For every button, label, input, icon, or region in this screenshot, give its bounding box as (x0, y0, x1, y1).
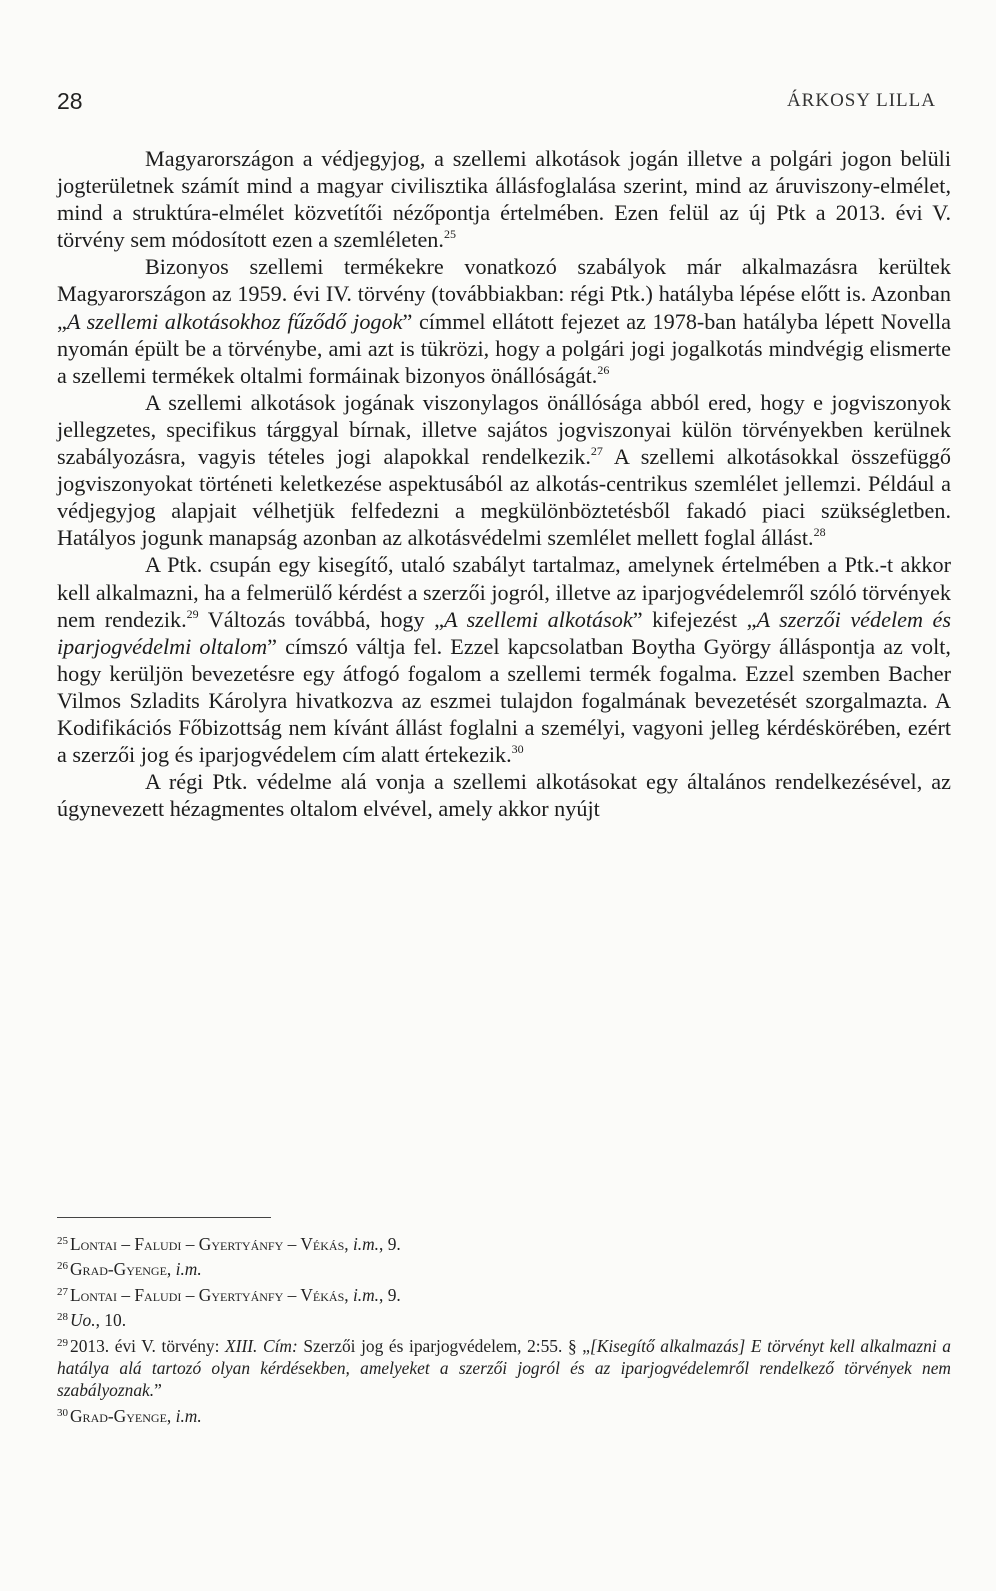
footnotes (57, 1233, 951, 1430)
paragraph-1: Magyarországon a védjegyjog, a szellemi alkotások jogán illetve a polgári jogon belüli jogterületnek számít mind a magyar civilisztika állásfoglalása szerint, mind az áruviszony-elmélet, mind a struktúra-elmélet közvetítői nézőpontja értelmében. Ezen felül az új Ptk a 2013. évi V. törvény sem módosított ezen a szemléleten.$^{25}$ (57, 146, 951, 253)
footnote-30: $^{30}$ Grad-Gyenge, i.m. (57, 1405, 202, 1426)
footnote-ref: 30 (511, 742, 524, 757)
footnote-29: $^{29}$ 2013. évi V. törvény: XIII. Cím: Szerzői jog és iparjogvédelem, 2:55. § „[Kisegítő alkalmazás] E törvényt kell alkalmazni a hatálya alá tartozó olyan kérdésekben, amelyeket a szerzői jogról és az iparjogvédelemről rendelkező törvények nem szabályoznak.” (57, 1335, 951, 1401)
page-number: 28 (57, 88, 83, 114)
footnote-ref: 25 (443, 227, 456, 242)
footnote-ref: 28 (813, 525, 826, 540)
paragraph-4: A Ptk. csupán egy kisegítő, utaló szabályt tartalmaz, amelynek értelmében a Ptk.-t akkor kell alkalmazni, ha a felmerülő kérdést a szerzői jogról, illetve az iparjogvédelemről szóló törvények nem rendezik.$^{29}$ Változás továbbá, hogy „A szellemi alkotások” kifejezést „A szerzői védelem és iparjogvédelmi oltalom” címszó váltja fel. Ezzel kapcsolatban Boytha György álláspontja az volt, hogy kerüljön bevezetésre egy átfogó fogalom a szellemi termék fogalma. Ezzel szemben Bacher Vilmos Szladits Károlyra hivatkozva az eszmei tulajdon fogalmának bevezetését szorgalmazta. A Kodifikációs Főbizottság nem kívánt állást foglalni a személyi, vagyoni jelleg kérdéskörében, ezért a szerzői jog és iparjogvédelem cím alatt értekezik.$^{30}$ (57, 552, 952, 768)
footnote-ref: 27 (590, 444, 603, 459)
italic-title: A szerzői védelem és iparjogvédelmi oltalom (57, 606, 952, 659)
italic-title: A szellemi alkotásokhoz fűződő jogok (66, 308, 403, 334)
running-head: ÁRKOSY LILLA (786, 90, 936, 111)
paragraph-2: Bizonyos szellemi termékekre vonatkozó szabályok már alkalmazásra kerültek Magyarországon az 1959. évi IV. törvény (továbbiakban: régi Ptk.) hatályba lépése előtt is. Azonban „A szellemi alkotásokhoz fűződő jogok” címmel ellátott fejezet az 1978-ban hatályba lépett Novella nyomán épült be a törvénybe, ami azt is tükrözi, hogy a polgári jogi jogalkotás mindvégig elismerte a szellemi termékek oltalmi formáinak bizonyos önállóságát.$^{26}$ (57, 254, 951, 388)
body-text (57, 145, 951, 822)
footnote-ref: 29 (186, 606, 199, 621)
footnote-separator (57, 1217, 271, 1218)
footnote-27: $^{27}$ Lontai – Faludi – Gyertyánfy – Vékás, i.m., 9. (57, 1284, 401, 1305)
footnote-28: $^{28}$ Uo., 10. (57, 1310, 127, 1331)
footnote-26: $^{26}$ Grad-Gyenge, i.m. (57, 1259, 202, 1280)
paragraph-5: A régi Ptk. védelme alá vonja a szellemi alkotásokat egy általános rendelkezésével, az úgynevezett hézagmentes oltalom elvével, amely akkor nyújt (57, 769, 951, 822)
footnote-25: $^{25}$ Lontai – Faludi – Gyertyánfy – Vékás, i.m., 9. (57, 1234, 401, 1254)
paragraph-3: A szellemi alkotások jogának viszonylagos önállósága abból ered, hogy e jogviszonyok jellegzetes, specifikus tárggyal bírnak, illetve sajátos jogviszonyai külön törvényekben kerülnek szabályozásra, vagyis tételes jogi alapokkal rendelkezik.$^{27}$ A szellemi alkotásokkal összefüggő jogviszonyokat történeti keletkezése aspektusából az alkotás-centrikus szemlélet jellemzi. Például a védjegyjog alapjait vélhetjük felfedezni a megkülönböztetésből fakadó piaci szükségletben. Hatályos jogunk manapság azonban az alkotásvédelmi szemlélet mellett foglal állást.$^{28}$ (57, 389, 951, 551)
footnote-ref: 26 (597, 362, 610, 377)
italic-title: A szellemi alkotások (444, 606, 633, 632)
